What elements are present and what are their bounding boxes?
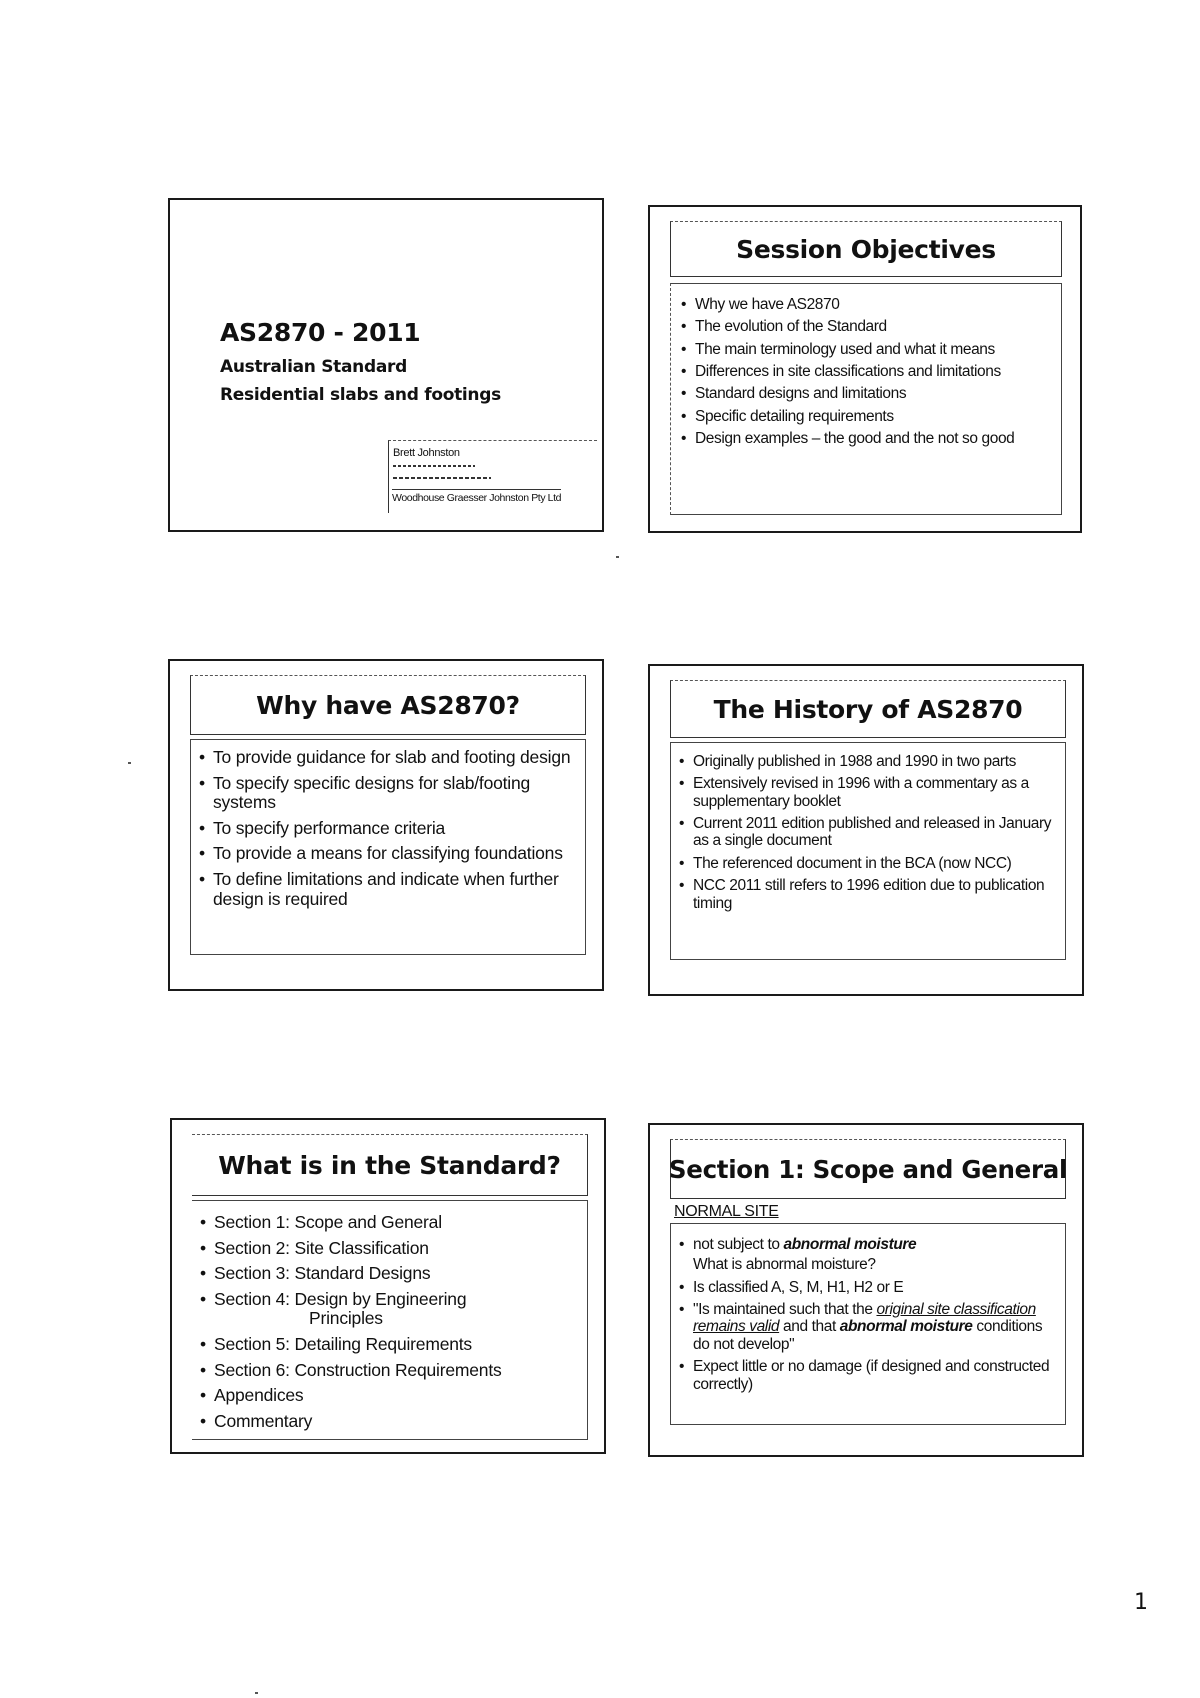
author-company: Woodhouse Graesser Johnston Pty Ltd [392, 489, 561, 504]
list-item: • To define limitations and indicate when further design is required [195, 870, 579, 909]
underlined-text: original site classification remains valid [693, 1301, 1036, 1336]
slide-body-frame [670, 283, 1062, 515]
author-block [388, 440, 597, 513]
list-item: • Expect little or no damage (if designed and constructed correctly) [675, 1358, 1057, 1393]
list-item: • To specify performance criteria [195, 819, 579, 839]
list-item: • The referenced document in the BCA (now NCC) [675, 855, 1057, 872]
normal-site-subheading: NORMAL SITE [674, 1203, 779, 1220]
list-item-text: not subject to [693, 1236, 784, 1253]
list-item-continuation: Principles [309, 1308, 383, 1329]
slide-title-frame [670, 680, 1066, 738]
slide-title: Section 1: Scope and General [668, 1154, 1068, 1184]
list-item: • Section 5: Detailing Requirements [196, 1335, 583, 1355]
slide-section-1-scope-and-general [648, 1123, 1084, 1457]
slide-body-frame [670, 1223, 1066, 1425]
scan-speck [128, 762, 131, 764]
slide-title-frame [190, 675, 586, 735]
slide-body-frame [670, 742, 1066, 960]
list-item: • Extensively revised in 1996 with a commentary as a supplementary booklet [675, 775, 1057, 810]
slide-title [168, 198, 604, 532]
list-item-text: conditions do not develop" [693, 1318, 1043, 1353]
list-item: • To specify specific designs for slab/footing systems [195, 774, 579, 813]
list-item: • The main terminology used and what it means [677, 341, 1057, 358]
list-item: • NCC 2011 still refers to 1996 edition due to publication timing [675, 877, 1057, 912]
slide-title: Why have AS2870? [256, 690, 520, 720]
objectives-list [677, 296, 1057, 448]
slide-title-frame [670, 1139, 1066, 1199]
list-item: • Section 6: Construction Requirements [196, 1361, 583, 1381]
list-item: • Standard designs and limitations [677, 385, 1057, 402]
why-list [195, 748, 579, 909]
slide-history-of-as2870 [648, 664, 1084, 996]
list-item: • Section 2: Site Classification [196, 1239, 583, 1259]
slide-title: What is in the Standard? [218, 1150, 561, 1180]
list-item: • Appendices [196, 1386, 583, 1406]
list-item: • To provide a means for classifying foundations [195, 844, 579, 864]
list-item: • Design examples – the good and the not so good [677, 430, 1025, 447]
list-item: • Is classified A, S, M, H1, H2 or E [675, 1279, 1057, 1296]
slide-body-frame [190, 739, 586, 955]
slide-body-frame [192, 1200, 588, 1440]
title-subtitle-2: Residential slabs and footings [220, 385, 501, 405]
emphasis-text: abnormal moisture [783, 1236, 917, 1253]
slide-session-objectives [648, 205, 1082, 533]
slide-title-frame [192, 1134, 588, 1196]
emphasis-text: abnormal moisture [839, 1318, 973, 1336]
list-item: • To provide guidance for slab and footing design [195, 748, 579, 768]
list-item: • Why we have AS2870 [677, 296, 1057, 313]
list-item [675, 1236, 1057, 1253]
history-list [675, 753, 1057, 912]
list-item [196, 1290, 583, 1329]
list-item-continuation: What is abnormal moisture? [693, 1256, 876, 1274]
slide-title: The History of AS2870 [713, 694, 1023, 724]
author-name: Brett Johnston [393, 447, 460, 459]
title-subtitle-1: Australian Standard [220, 357, 407, 377]
author-credentials-scribble [393, 465, 475, 467]
title-heading: AS2870 - 2011 [220, 318, 421, 347]
list-item [675, 1301, 1057, 1353]
author-registration-scribble [393, 477, 491, 479]
scope-list [675, 1236, 1057, 1393]
list-item: • Commentary [196, 1412, 583, 1432]
slide-what-is-in-the-standard [170, 1118, 606, 1454]
list-item: • Originally published in 1988 and 1990 in two parts [675, 753, 1057, 770]
scan-speck [255, 1692, 258, 1694]
list-item: • Current 2011 edition published and released in January as a single document [675, 815, 1057, 850]
page-number: 1 [1134, 1590, 1148, 1615]
list-item-text: "Is maintained such that the [693, 1301, 877, 1319]
list-item: • The evolution of the Standard [677, 318, 1057, 335]
list-item: • Differences in site classifications and limitations [677, 363, 1057, 380]
slide-title: Session Objectives [736, 234, 996, 264]
contents-list [196, 1213, 583, 1431]
slide-why-have-as2870 [168, 659, 604, 991]
slide-title-frame [670, 221, 1062, 277]
scan-speck [616, 556, 619, 558]
list-item-text: Section 4: Design by Engineering [214, 1288, 467, 1309]
list-item: • Specific detailing requirements [677, 408, 1057, 425]
list-item: • Section 3: Standard Designs [196, 1264, 583, 1284]
list-item: • Section 1: Scope and General [196, 1213, 583, 1233]
list-item-text: and that [779, 1318, 840, 1336]
